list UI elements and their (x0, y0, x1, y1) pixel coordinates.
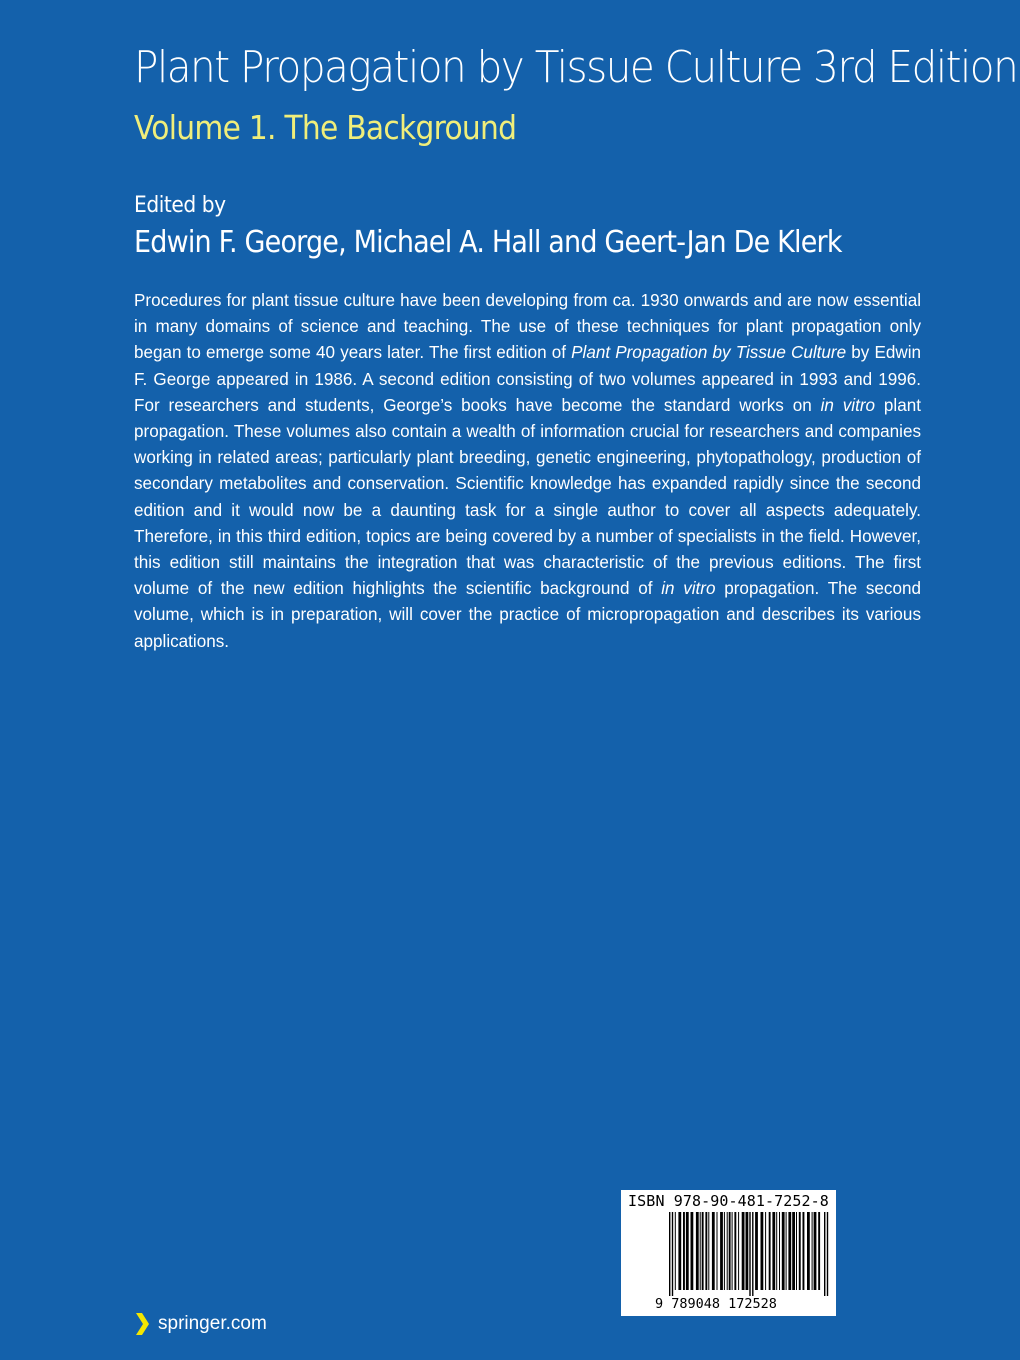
barcode-bar (761, 1212, 764, 1290)
barcode-bar (755, 1212, 758, 1290)
barcode-bar (727, 1212, 728, 1290)
barcode-bar (749, 1212, 750, 1296)
barcode-bar (818, 1212, 820, 1290)
description-paragraph (134, 288, 921, 655)
barcode-bar (803, 1212, 805, 1290)
isbn-barcode (621, 1190, 836, 1316)
barcode-bar (712, 1212, 715, 1290)
barcode-bar (786, 1212, 787, 1290)
barcode-bar (696, 1212, 699, 1290)
ean-digits: 9 789048 172528 (655, 1296, 777, 1312)
barcode-bar (772, 1212, 775, 1290)
barcode-bar (717, 1212, 718, 1290)
barcode-bar (799, 1212, 801, 1290)
barcode-bar (824, 1212, 825, 1296)
barcode-bar (752, 1212, 753, 1296)
barcode-bars (669, 1212, 829, 1296)
book-title: Plant Propagation by Tissue Culture 3rd Edition (134, 42, 1018, 93)
barcode-bar (788, 1212, 791, 1290)
barcode-bar (700, 1212, 701, 1290)
isbn-label: ISBN 978-90-481-7252-8 (628, 1192, 829, 1210)
description-italic-title: Plant Propagation by Tissue Culture (571, 343, 847, 363)
barcode-bar (814, 1212, 817, 1290)
description-text: Procedures for plant tissue culture have been developing from ca. 1930 onwards and are now essential in many domains of science and teaching. The use of these techniques for plant propagation only began to emerge some 40 years later. The first edition of (134, 291, 921, 363)
barcode-bar (678, 1212, 681, 1290)
book-description (134, 288, 921, 655)
barcode-bar (720, 1212, 723, 1290)
website-label: springer.com (158, 1313, 267, 1334)
barcode-bar (742, 1212, 745, 1290)
chevron-right-icon (134, 1312, 150, 1336)
barcode-bar (792, 1212, 795, 1290)
barcode-bar (827, 1212, 828, 1296)
barcode-bar (782, 1212, 785, 1290)
barcode-bar (765, 1212, 766, 1290)
description-text: plant propagation. These volumes also contain a wealth of information crucial for researchers and companies working in related areas; particularly plant breeding, genetic engineering, phytopathology, production of secondary metabolites and conservation. Scientific knowledge has expanded rapidly since the second edition and it would now be a daunting task for a single author to cover all aspects adequately. Therefore, in this third edition, topics are being covered by a number of specialists in the field. However, this edition still maintains the integration that was characteristic of the previous editions. The first volume of the new edition highlights the scientific background of (134, 395, 921, 599)
barcode-bar (675, 1212, 676, 1290)
barcode-bar (705, 1212, 707, 1290)
barcode-bar (769, 1212, 771, 1290)
barcode-bar (732, 1212, 733, 1290)
barcode-bar (779, 1212, 780, 1290)
editors-names: Edwin F. George, Michael A. Hall and Geert-Jan De Klerk (134, 225, 842, 260)
book-subtitle: Volume 1. The Background (134, 108, 517, 147)
barcode-bar (691, 1212, 694, 1290)
barcode-bar (812, 1212, 813, 1290)
barcode-bar (708, 1212, 709, 1290)
description-text: propagation. The second volume, which is in preparation, will cover the practice of micropropagation and describes its various applications. (134, 579, 921, 651)
publisher-website[interactable] (134, 1312, 267, 1336)
barcode-bar (776, 1212, 777, 1290)
barcode-bar (724, 1212, 725, 1290)
description-text: by Edwin F. George appeared in 1986. A second edition consisting of two volumes appeared in 1993 and 1996. For researchers and students, George’s books have become the standard works on (134, 343, 922, 415)
barcode-bar (729, 1212, 731, 1290)
barcode-bar (686, 1212, 689, 1290)
barcode-bar (672, 1212, 673, 1296)
barcode-bar (683, 1212, 685, 1290)
barcode-bar (746, 1212, 749, 1290)
barcode-bar (669, 1212, 670, 1296)
barcode-bar (738, 1212, 739, 1290)
barcode-bar (807, 1212, 810, 1290)
edited-by-label: Edited by (134, 193, 226, 218)
barcode-bar (796, 1212, 797, 1290)
barcode-bar (702, 1212, 704, 1290)
description-italic-term: in vitro (661, 579, 716, 599)
barcode-bar (734, 1212, 736, 1290)
description-italic-term: in vitro (820, 395, 876, 415)
